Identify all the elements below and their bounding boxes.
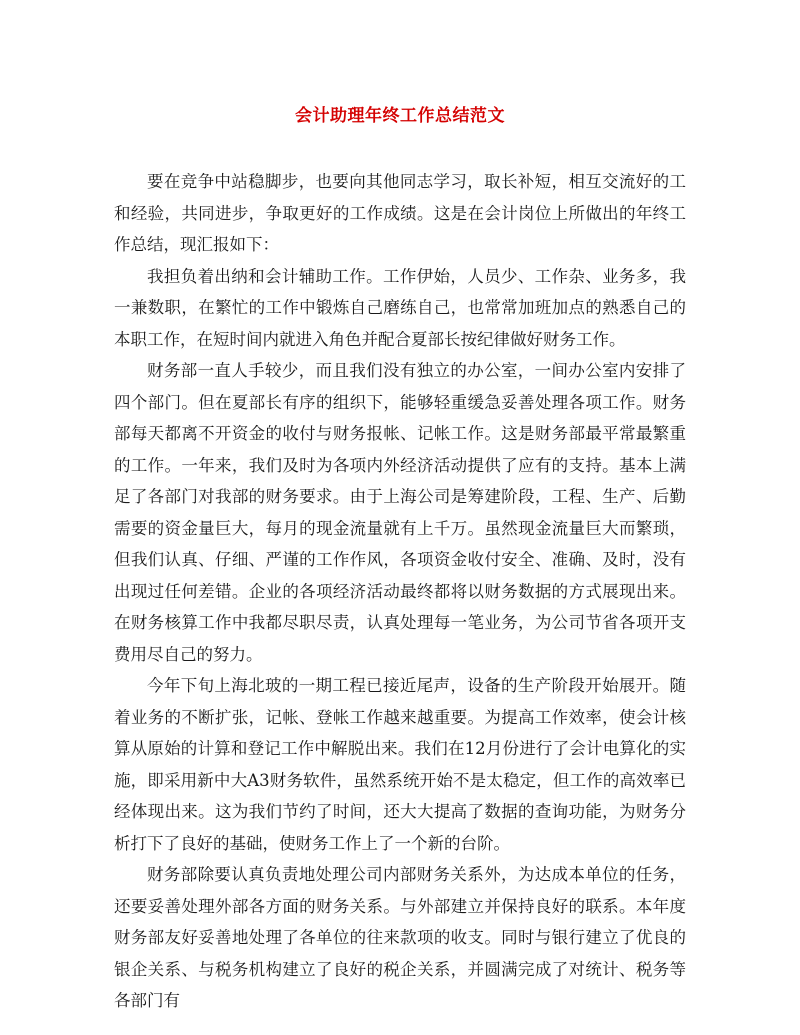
paragraph-external-relations: 财务部除要认真负责地处理公司内部财务关系外，为达成本单位的任务，还要妥善处理外部各方面的财务关系。与外部建立并保持良好的联系。本年度财务部友好妥善地处理了各单位的往来款项的收支。同时与银行建立了优良的银企关系、与税务机构建立了良好的税企关系，并圆满完成了对统计、税务等各部门有 (114, 865, 686, 1010)
document-title: 会计助理年终工作总结范文 (295, 106, 505, 126)
paragraph-daily-work: 财务部一直人手较少，而且我们没有独立的办公室，一间办公室内安排了四个部门。但在夏部长有序的组织下，能够轻重缓急妥善处理各项工作。财务部每天都离不开资金的收付与财务报帐、记帐工作。这是财务部最平常最繁重的工作。一年来，我们及时为各项内外经济活动提供了应有的支持。基本上满足了各部门对我部的财务要求。由于上海公司是筹建阶段，工程、生产、后勤需要的资金量巨大，每月的现金流量就有上千万。虽然现金流量巨大而繁琐，但我们认真、仔细、严谨的工作作风，各项资金收付安全、准确、及时，没有出现过任何差错。企业的各项经济活动最终都将以财务数据的方式展现出来。在财务核算工作中我都尽职尽责，认真处理每一笔业务，为公司节省各项开支费用尽自己的努力。 (114, 361, 686, 664)
document-body (114, 166, 686, 1017)
paragraph-duties: 我担负着出纳和会计辅助工作。工作伊始，人员少、工作杂、业务多，我一兼数职，在繁忙的工作中锻炼自己磨练自己，也常常加班加点的熟悉自己的本职工作，在短时间内就进入角色并配合夏部长按纪律做好财务工作。 (114, 266, 686, 349)
paragraph-intro: 要在竞争中站稳脚步，也要向其他同志学习，取长补短，相互交流好的工和经验，共同进步，争取更好的工作成绩。这是在会计岗位上所做出的年终工作总结，现汇报如下： (114, 172, 686, 254)
paragraph-computerization: 今年下旬上海北玻的一期工程已接近尾声，设备的生产阶段开始展开。随着业务的不断扩张，记帐、登帐工作越来越重要。为提高工作效率，使会计核算从原始的计算和登记工作中解脱出来。我们在12月份进行了会计电算化的实施，即采用新中大A3财务软件，虽然系统开始不是太稳定，但工作的高效率已经体现出来。这为我们节约了时间，还大大提高了数据的查询功能，为财务分析打下了良好的基础，使财务工作上了一个新的台阶。 (114, 676, 686, 853)
